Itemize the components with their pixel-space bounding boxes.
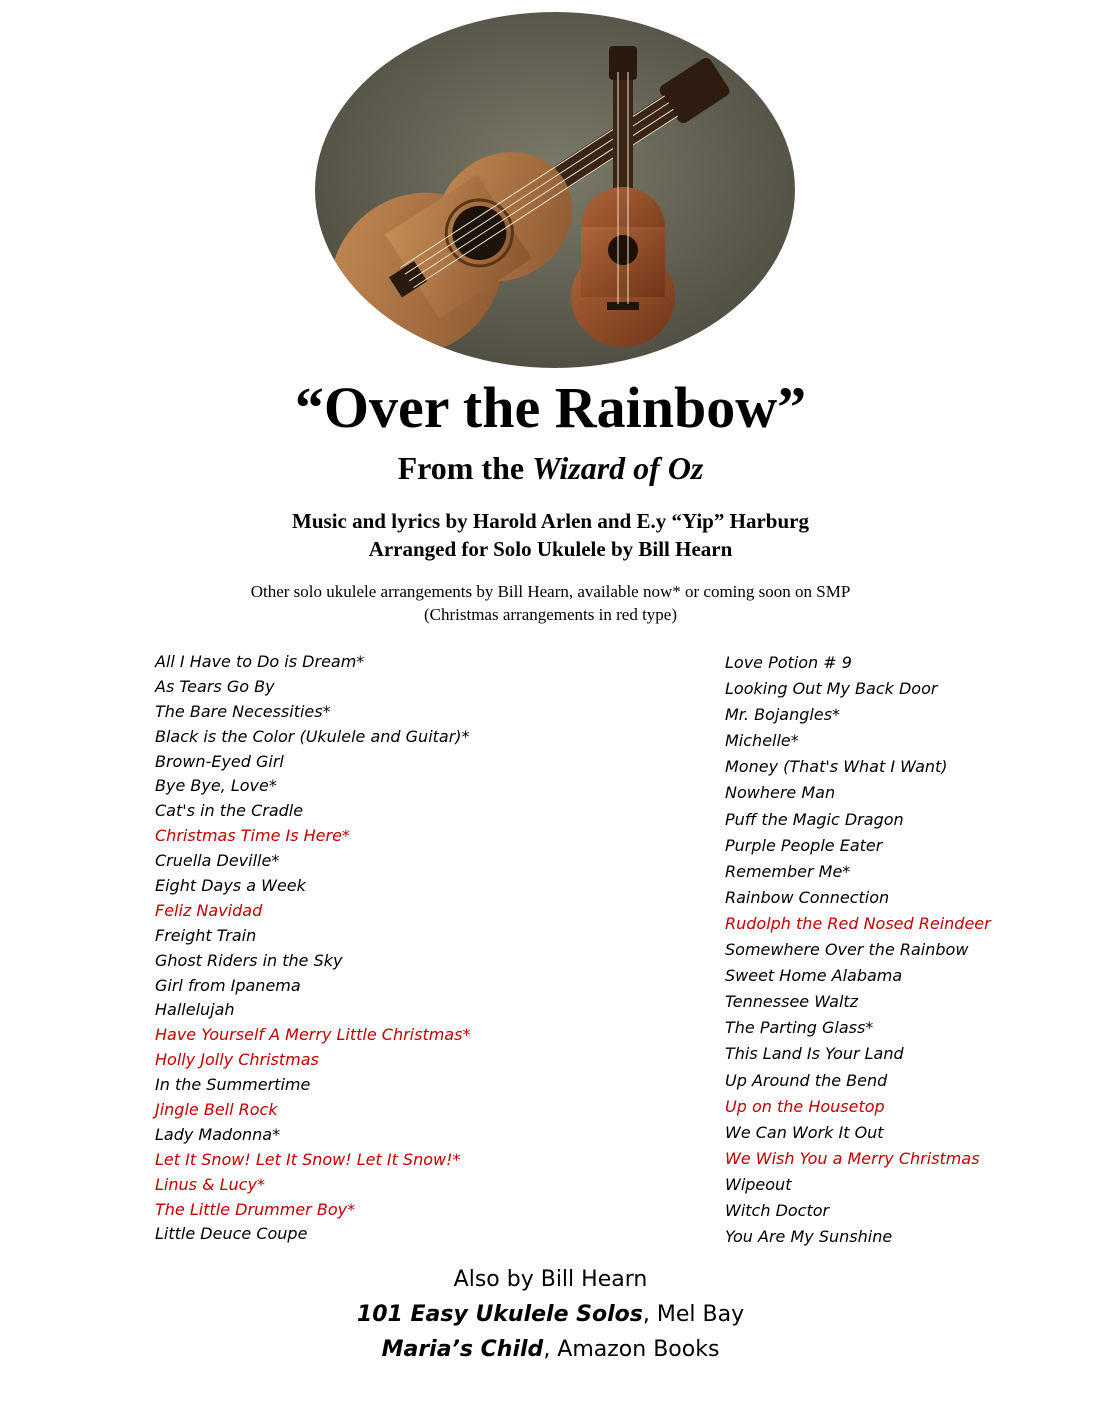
song-item: We Wish You a Merry Christmas	[725, 1148, 980, 1168]
song-item: The Bare Necessities*	[155, 701, 331, 721]
footer-book-2	[0, 1332, 1101, 1367]
song-item: Freight Train	[155, 925, 257, 945]
credits	[0, 507, 1101, 563]
song-list-left	[155, 650, 470, 1247]
song-item: The Parting Glass*	[725, 1018, 874, 1038]
song-item: The Little Drummer Boy*	[155, 1199, 356, 1219]
song-item: Lady Madonna*	[155, 1124, 281, 1144]
song-item: Rainbow Connection	[725, 887, 890, 907]
song-item: Black is the Color (Ukulele and Guitar)*	[155, 726, 470, 746]
song-item: Nowhere Man	[725, 783, 836, 803]
song-item: Eight Days a Week	[155, 876, 306, 896]
song-item: All I Have to Do is Dream*	[155, 652, 365, 671]
song-item: Sweet Home Alabama	[725, 966, 903, 986]
song-item: Hallelujah	[155, 1000, 235, 1020]
song-item: Jingle Bell Rock	[155, 1100, 278, 1120]
song-item: Christmas Time Is Here*	[155, 826, 350, 846]
song-item: Looking Out My Back Door	[725, 679, 938, 699]
song-subtitle	[0, 446, 1101, 490]
song-item: Girl from Ipanema	[155, 975, 301, 995]
song-item: We Can Work It Out	[725, 1122, 884, 1142]
song-item: Holly Jolly Christmas	[155, 1050, 319, 1070]
song-item: Up Around the Bend	[725, 1070, 888, 1090]
song-item: Wipeout	[725, 1174, 792, 1194]
song-item: Have Yourself A Merry Little Christmas*	[155, 1025, 471, 1045]
song-item: Let It Snow! Let It Snow! Let It Snow!*	[155, 1149, 461, 1169]
footer	[0, 1262, 1101, 1367]
song-item: Rudolph the Red Nosed Reindeer	[725, 913, 991, 933]
song-item: Puff the Magic Dragon	[725, 809, 904, 829]
song-item: Mr. Bojangles*	[725, 705, 841, 725]
song-item: Up on the Housetop	[725, 1096, 885, 1116]
song-item: Tennessee Waltz	[725, 992, 859, 1012]
song-item: Remember Me*	[725, 861, 851, 881]
song-item: You Are My Sunshine	[725, 1227, 893, 1247]
song-item: Cruella Deville*	[155, 851, 280, 871]
book-1-title: 101 Easy Ukulele Solos	[356, 1302, 643, 1327]
subtitle-source: Wizard of Oz	[532, 450, 704, 486]
song-item: In the Summertime	[155, 1075, 311, 1095]
song-item: Bye Bye, Love*	[155, 776, 277, 796]
song-item: Little Deuce Coupe	[155, 1224, 308, 1244]
book-2-title: Maria’s Child	[381, 1337, 544, 1362]
book-2-publisher: , Amazon Books	[543, 1337, 720, 1362]
song-item: Love Potion # 9	[725, 653, 852, 672]
song-item: Cat's in the Cradle	[155, 801, 304, 821]
footer-book-1	[0, 1297, 1101, 1332]
subtitle-prefix: From the	[397, 450, 533, 486]
song-item: Purple People Eater	[725, 835, 883, 855]
song-item: Ghost Riders in the Sky	[155, 950, 343, 970]
book-1-publisher: , Mel Bay	[642, 1302, 745, 1327]
song-title: “Over the Rainbow”	[294, 375, 807, 440]
song-item: This Land Is Your Land	[725, 1044, 904, 1064]
guitar-ukulele-photo	[315, 12, 795, 368]
song-item: Money (That's What I Want)	[725, 757, 948, 777]
song-item: Somewhere Over the Rainbow	[725, 940, 969, 960]
footer-heading: Also by Bill Hearn	[453, 1267, 648, 1292]
song-item: Feliz Navidad	[155, 900, 263, 920]
credit-line-arranger: Arranged for Solo Ukulele by Bill Hearn	[368, 537, 733, 561]
note-line-2: (Christmas arrangements in red type)	[423, 605, 678, 624]
song-item: Witch Doctor	[725, 1200, 830, 1220]
song-item: As Tears Go By	[155, 676, 275, 696]
song-item: Brown-Eyed Girl	[155, 751, 284, 771]
song-list-right	[725, 650, 991, 1250]
credit-line-music: Music and lyrics by Harold Arlen and E.y “Yip” Harburg	[292, 509, 809, 533]
song-item: Michelle*	[725, 731, 799, 751]
arrangements-note	[0, 580, 1101, 626]
song-item: Linus & Lucy*	[155, 1174, 265, 1194]
note-line-1: Other solo ukulele arrangements by Bill Hearn, available now* or coming soon on SMP	[250, 582, 851, 601]
